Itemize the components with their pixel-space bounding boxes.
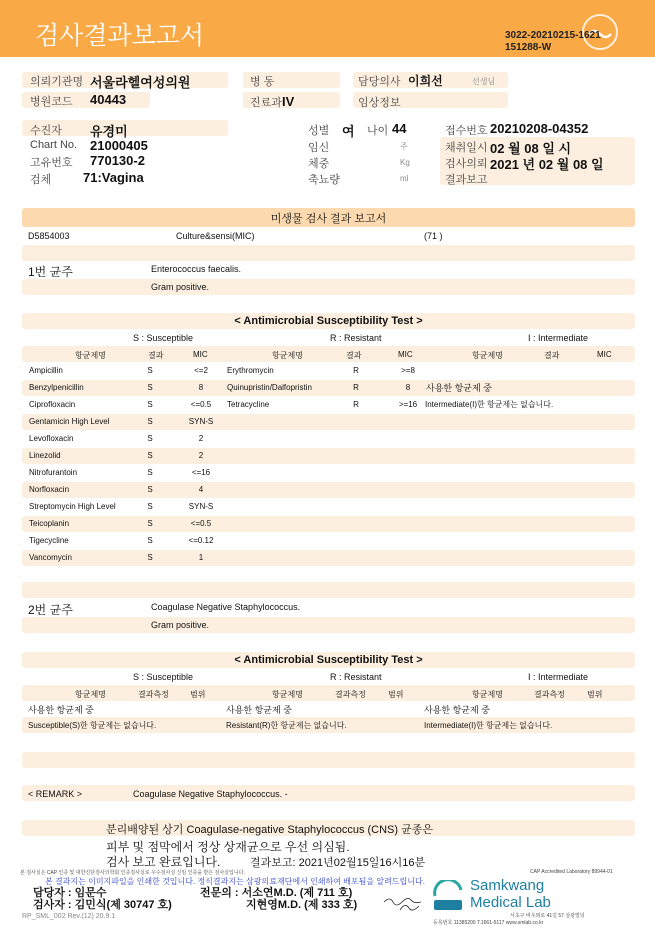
table-row-mic: <=0.5 — [190, 519, 212, 528]
table-row-mic: SYN-S — [188, 417, 214, 426]
intermediate-note-1: 사용한 항균제 중 — [426, 383, 492, 393]
institution-value: 서울라헬여성의원 — [90, 75, 191, 90]
request-value: 2021 년 02 월 08 일 — [490, 157, 604, 172]
table-row-result: S — [147, 383, 153, 392]
report-time: 결과보고: 2021년02월15일16시16분 — [250, 857, 426, 869]
column-header: 항균제명 — [472, 690, 503, 699]
none-prefix-i: 사용한 항균제 중 — [424, 705, 490, 715]
chart-value: 21000405 — [90, 138, 148, 153]
cap-accreditation: CAP Accredited Laboratory 89944-01 — [530, 869, 613, 875]
remark-band — [22, 785, 635, 801]
pregnancy-label: 임신 — [308, 142, 330, 154]
signature-icon — [380, 892, 430, 914]
column-header: 항균제명 — [272, 690, 303, 699]
table-row-mic: >=16 — [398, 400, 418, 409]
collect-label: 채취일시 — [445, 142, 488, 154]
strain1-label: 1번 균주 — [28, 265, 73, 279]
comment-line1: 분리배양된 상기 Coagulase-negative Staphylococcus (CNS) 균종은 — [106, 824, 433, 836]
table-row-mic: 4 — [198, 485, 204, 494]
urine-unit: ml — [400, 174, 409, 183]
row-band — [22, 482, 635, 498]
sml-lab-logo-icon — [430, 880, 466, 916]
column-header: 결과측정 — [335, 690, 366, 699]
test-code: D5854003 — [28, 231, 70, 241]
patient-value: 유경미 — [90, 124, 128, 139]
row-band — [22, 448, 635, 464]
report-subcode: 151288-W — [505, 42, 552, 53]
table-row-drug: Streptomycin High Level — [29, 502, 116, 511]
legend-susceptible: S : Susceptible — [133, 333, 194, 343]
receipt-value: 20210208-04352 — [490, 121, 589, 136]
sex-value: 여 — [342, 124, 355, 139]
column-header: 항균제명 — [75, 351, 106, 360]
table-row-drug: Norfloxacin — [29, 485, 70, 494]
clinical-label: 임상정보 — [358, 97, 401, 109]
column-header: 결과측정 — [138, 690, 169, 699]
none-prefix-s: 사용한 항균제 중 — [28, 705, 94, 715]
urine-label: 축뇨량 — [308, 174, 340, 186]
table-row-result: S — [147, 485, 153, 494]
age-value: 44 — [392, 121, 407, 136]
table-row-drug: Ampicillin — [29, 366, 63, 375]
column-header: 범위 — [587, 690, 603, 699]
table-row-drug: Teicoplanin — [29, 519, 70, 528]
column-header: MIC — [398, 350, 413, 359]
table-row-result: R — [353, 366, 359, 375]
table-row-drug: Quinupristin/Dalfopristin — [227, 383, 312, 392]
legend-intermediate: I : Intermediate — [528, 333, 589, 343]
remark-text: Coagulase Negative Staphylococcus. - — [133, 789, 288, 799]
legend-intermediate: I : Intermediate — [528, 672, 589, 682]
blank-band — [22, 245, 635, 261]
strain1-gram: Gram positive. — [151, 282, 210, 292]
image-notice: 본 결과지는 이미지파일을 인쇄한 것입니다. 정식결과지는 삼광의료재단에서 인쇄하여 배포됨을 알려드립니다. — [45, 877, 425, 886]
request-label: 검사의뢰 — [445, 158, 488, 170]
legend-susceptible: S : Susceptible — [133, 672, 194, 682]
column-header: 결과 — [544, 351, 560, 360]
blank-band — [22, 582, 635, 598]
dept-label: 진료과 — [250, 97, 282, 109]
table-row-mic: <=16 — [191, 468, 211, 477]
weight-unit: Kg — [400, 158, 410, 167]
column-header: 범위 — [190, 690, 206, 699]
ward-label: 병 동 — [250, 76, 275, 88]
lab-name — [470, 877, 551, 911]
row-band — [22, 380, 635, 396]
table-row-result: R — [353, 400, 359, 409]
specimen-value: 71:Vagina — [83, 170, 144, 185]
section-title: 미생물 검사 결과 보고서 — [270, 213, 387, 225]
staff-list-left — [33, 887, 172, 911]
row-band — [22, 414, 635, 430]
age-label: 나이 — [367, 125, 389, 137]
column-header: MIC — [597, 350, 612, 359]
id-value: 770130-2 — [90, 153, 145, 168]
intermediate-note-2: Intermediate(I)한 항균제는 없습니다. — [425, 400, 554, 409]
hospital-code-label: 병원코드 — [30, 96, 73, 108]
staff-specialist-2: 지현영M.D. (제 333 호) — [246, 899, 358, 911]
doctor-value: 이희선 — [408, 74, 443, 88]
column-header: 항균제명 — [75, 690, 106, 699]
strain2-gram: Gram positive. — [151, 620, 210, 630]
table-row-mic: >=8 — [401, 366, 415, 375]
remark-label: < REMARK > — [28, 789, 83, 799]
institution-label: 의뢰기관명 — [30, 76, 84, 88]
legend-resistant: R : Resistant — [330, 333, 382, 343]
table-row-mic: 8 — [198, 383, 204, 392]
comment-line2: 피부 및 점막에서 정상 상재균으로 우선 의심됨. — [106, 840, 350, 854]
table-row-mic: <=0.12 — [188, 536, 214, 545]
row-band — [22, 516, 635, 532]
test-name: Culture&sensi(MIC) — [176, 231, 255, 241]
table-row-mic: <=2 — [194, 366, 208, 375]
ast-title: < Antimicrobial Susceptibility Test > — [234, 315, 423, 327]
form-number: RP_SML_002 Rev.(12) 20.9.1 — [22, 913, 116, 920]
none-prefix-r: 사용한 항균제 중 — [226, 705, 292, 715]
doctor-label: 담당의사 — [358, 76, 401, 88]
table-row-mic: <=0.5 — [190, 400, 212, 409]
staff-specialist: 전문의 : 서소연M.D. (제 711 호) — [200, 887, 353, 899]
lab-contact: 등록번호 11385200 T.1661-5117 www.smlab.co.kr — [433, 920, 544, 926]
column-header: 항균제명 — [472, 351, 503, 360]
table-row-result: S — [147, 451, 153, 460]
table-row-mic: 2 — [198, 451, 204, 460]
table-row-result: S — [147, 502, 153, 511]
table-row-result: S — [147, 417, 153, 426]
patient-label: 수진자 — [30, 125, 62, 137]
strain1-organism: Enterococcus faecalis. — [151, 264, 242, 274]
table-row-drug: Levofloxacin — [29, 434, 74, 443]
staff-manager: 담당자 : 임문수 — [33, 887, 107, 899]
page-title: 검사결과보고서 — [35, 22, 205, 50]
none-susceptible: Susceptible(S)한 항균제는 없습니다. — [28, 721, 157, 730]
comment-line3: 검사 보고 완료입니다. — [106, 855, 221, 869]
report-code: 3022-20210215-1621 — [505, 30, 601, 41]
column-header: 범위 — [388, 690, 404, 699]
table-row-drug: Nitrofurantoin — [29, 468, 78, 477]
table-row-result: S — [147, 536, 153, 545]
table-row-mic: 2 — [198, 434, 204, 443]
column-header: 결과 — [346, 351, 362, 360]
pregnancy-unit: 주 — [400, 142, 408, 151]
specimen-label: 검체 — [30, 174, 52, 186]
legend-resistant: R : Resistant — [330, 672, 382, 682]
none-resistant: Resistant(R)한 항균제는 없습니다. — [226, 721, 347, 730]
table-row-result: S — [147, 434, 153, 443]
blank-band — [22, 752, 635, 768]
column-header: 결과측정 — [534, 690, 565, 699]
hospital-code-value: 40443 — [90, 92, 127, 107]
column-header: 항균제명 — [272, 351, 303, 360]
table-row-mic: SYN-S — [188, 502, 214, 511]
column-header: MIC — [193, 350, 208, 359]
strain2-label: 2번 균주 — [28, 603, 73, 617]
staff-tester: 검사자 : 김민식(제 30747 호) — [33, 899, 172, 911]
table-row-result: S — [147, 553, 153, 562]
sex-label: 성별 — [308, 125, 330, 137]
chart-label: Chart No. — [30, 139, 78, 151]
receipt-label: 접수번호 — [445, 125, 488, 137]
id-label: 고유번호 — [30, 157, 73, 169]
collect-value: 02 월 08 일 시 — [490, 141, 572, 156]
table-row-result: S — [147, 400, 153, 409]
table-row-mic: 1 — [198, 553, 204, 562]
report-label: 결과보고 — [445, 174, 488, 186]
lab-address: 서초구 바우뫼로 41길 57 삼광빌딩 — [510, 913, 585, 919]
dept-value: IV — [282, 94, 295, 109]
column-header: 결과 — [148, 351, 164, 360]
weight-label: 체중 — [308, 158, 330, 170]
gram-band — [22, 279, 635, 295]
table-row-drug: Benzylpenicillin — [29, 383, 84, 392]
row-band — [22, 550, 635, 566]
table-row-drug: Vancomycin — [29, 553, 72, 562]
staff-list-right — [200, 887, 357, 911]
none-intermediate: Intermediate(I)한 항균제는 없습니다. — [424, 721, 553, 730]
table-row-result: S — [147, 519, 153, 528]
lab-name-line2: Medical Lab — [470, 894, 551, 911]
doctor-suffix: 선생님 — [472, 77, 496, 86]
table-row-drug: Tetracycline — [227, 400, 270, 409]
table-row-drug: Tigecycline — [29, 536, 69, 545]
table-row-mic: 8 — [405, 383, 411, 392]
strain2-organism: Coagulase Negative Staphylococcus. — [151, 602, 301, 612]
table-row-result: S — [147, 366, 153, 375]
lab-name-line1: Samkwang — [470, 877, 545, 894]
table-row-result: S — [147, 468, 153, 477]
table-row-drug: Erythromycin — [227, 366, 274, 375]
gram-band — [22, 617, 635, 633]
table-row-drug: Linezolid — [29, 451, 61, 460]
ast-title: < Antimicrobial Susceptibility Test > — [234, 654, 423, 666]
cert-note: 본 검사실은 CAP 인증 및 대한진단검사의학회 인증검사실로 우수검사실 신임 인증을 받은 검사실입니다. — [20, 870, 245, 876]
table-row-drug: Ciprofloxacin — [29, 400, 76, 409]
test-specimen: (71 ) — [424, 231, 443, 241]
table-row-drug: Gentamicin High Level — [29, 417, 110, 426]
table-row-result: R — [353, 383, 359, 392]
